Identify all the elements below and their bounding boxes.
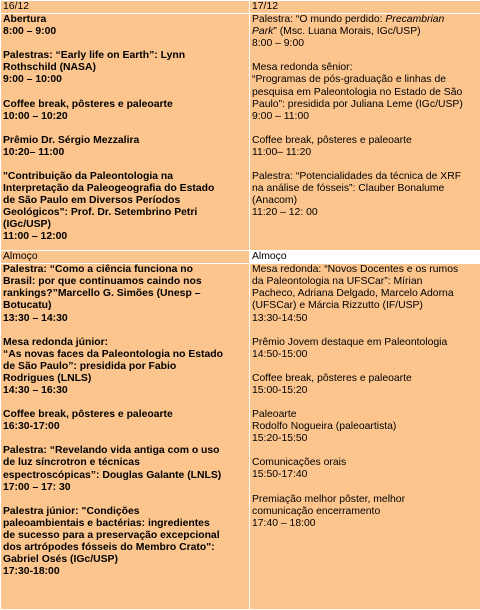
session-time: 14:30 – 16:30 — [3, 385, 68, 397]
session-time: 13:30-14:50 — [252, 312, 308, 324]
day1-header: 16/12 — [1, 1, 250, 14]
session-text: "Contribuição da Paleontologia na — [3, 170, 174, 182]
session-text: Mesa redonda: “Novos Docentes e os rumos — [252, 264, 459, 276]
session-block — [252, 409, 480, 445]
session-text: Mesa redonda júnior: — [3, 336, 109, 348]
session-text: na análise de fósseis”: Clauber Bonalume — [252, 183, 445, 195]
day2-morning-cell — [250, 14, 480, 251]
day2-lunch-cell: Almoço — [250, 251, 480, 264]
session-text: Coffee break, pôsteres e paleoarte — [252, 134, 412, 146]
session-text: Rodolfo Nogueira (paleoartista) — [252, 421, 397, 433]
afternoon-row — [1, 264, 480, 610]
session-block — [3, 14, 247, 38]
lunch-row — [1, 251, 480, 264]
day1-lunch-cell: Almoço — [1, 251, 250, 264]
session-time: 15:00-15:20 — [252, 384, 308, 396]
session-block — [252, 135, 480, 159]
session-block — [252, 62, 480, 122]
session-text: Pacheco, Adriana Delgado, Marcelo Adorna — [252, 288, 454, 300]
session-text: Interpretação da Paleogeografia do Estado — [3, 183, 215, 195]
session-block — [252, 14, 480, 50]
session-text: Botucatu) — [3, 300, 52, 312]
session-block — [252, 171, 480, 219]
session-time: 10:20– 11:00 — [3, 146, 65, 158]
session-text: da Paleontologia na UFSCar”: Mírian — [252, 276, 423, 288]
session-text: de São Paulo”: presidida por Fabio — [3, 360, 177, 372]
session-text-part: Palestra: “O mundo perdido: — [252, 14, 386, 26]
session-text: (Anacom) — [252, 195, 298, 207]
session-text: Palestra: “Potencialidades da técnica de XRF — [252, 171, 462, 183]
session-text: paleoambientais e bactérias: ingredientes — [3, 517, 210, 529]
session-text: de São Paulo em Diversos Períodos — [3, 195, 181, 207]
session-block — [3, 99, 247, 123]
session-block — [252, 494, 480, 530]
session-text: (UFSCar) e Márcia Rizzutto (IF/USP) — [252, 300, 423, 312]
session-time: 16:30-17:00 — [3, 421, 60, 433]
day1-afternoon-cell — [1, 264, 250, 610]
session-text: comunicação encerramento — [252, 505, 381, 517]
session-time: 10:00 – 10:20 — [3, 110, 68, 122]
session-time: 17:30-18:00 — [3, 566, 60, 578]
session-time: 9:00 – 10:00 — [3, 74, 62, 86]
session-block — [3, 337, 247, 397]
session-text: Palestras: “Early life on Earth”: Lynn — [3, 50, 186, 62]
session-text: “Programas de pós-graduação e linhas de — [252, 74, 447, 86]
session-text: Coffee break, pôsteres e paleoarte — [252, 372, 412, 384]
session-text: Brasil: por que continuamos caindo nos — [3, 276, 202, 288]
session-text: Palestra: “Como a ciência funciona no — [3, 264, 193, 276]
session-text: de luz síncrotron e técnicas — [3, 457, 140, 469]
header-row — [1, 1, 480, 14]
session-text-italic: Precambrian — [385, 14, 445, 26]
session-time: 11:00 – 12:00 — [3, 231, 68, 243]
session-time: 14:50-15:00 — [252, 348, 308, 360]
session-text: Palestra júnior: "Condições — [3, 505, 140, 517]
session-text: (IGc/USP) — [3, 219, 51, 231]
session-text: Rothschild (NASA) — [3, 62, 96, 74]
session-text: rankings?”Marcello G. Simões (Unesp – — [3, 288, 201, 300]
session-text: Prêmio Jovem destaque em Paleontologia — [252, 336, 448, 348]
session-text-italic: Park — [252, 26, 274, 38]
session-block — [3, 264, 247, 324]
session-text: “As novas faces da Paleontologia no Estado — [3, 348, 223, 360]
session-text: pesquisa em Paleontologia no Estado de São — [252, 86, 463, 98]
session-time: 13:30 – 14:30 — [3, 312, 68, 324]
session-block — [3, 409, 247, 433]
session-block — [3, 445, 247, 493]
day2-header: 17/12 — [250, 1, 480, 14]
session-text: Prêmio Dr. Sérgio Mezzalira — [3, 134, 140, 146]
session-time: 8:00 – 9:00 — [3, 26, 57, 38]
session-block — [252, 457, 480, 481]
session-block — [252, 373, 480, 397]
session-block — [252, 337, 480, 361]
session-text: Coffee break, pôsteres e paleoarte — [3, 409, 173, 421]
session-text: Paulo”: presidida por Juliana Leme (IGc/USP) — [252, 98, 463, 110]
session-text — [252, 14, 480, 26]
session-text: Paleoarte — [252, 409, 297, 421]
session-block — [3, 135, 247, 159]
session-text: Geológicos": Prof. Dr. Setembrino Petri — [3, 207, 198, 219]
session-text: Premiação melhor pôster, melhor — [252, 493, 406, 505]
session-time: 15:50-17:40 — [252, 469, 308, 481]
session-block — [3, 50, 247, 86]
session-block — [3, 506, 247, 579]
session-time: 11:00– 11:20 — [252, 146, 312, 158]
morning-row — [1, 14, 480, 251]
session-time: 11:20 – 12: 00 — [252, 207, 318, 219]
session-time: 17:00 – 17: 30 — [3, 481, 71, 493]
session-block — [3, 171, 247, 244]
session-time: 8:00 – 9:00 — [252, 38, 304, 50]
session-text: Gabriel Osés (IGc/USP) — [3, 554, 118, 566]
session-text: Mesa redonda sênior: — [252, 62, 353, 74]
session-text: de sucesso para a preservação excepcional — [3, 529, 220, 541]
session-text: Palestra: “Revelando vida antiga com o uso — [3, 445, 220, 457]
session-text — [252, 26, 480, 38]
session-time: 9:00 – 11:00 — [252, 110, 310, 122]
session-text: Rodrigues (LNLS) — [3, 372, 92, 384]
session-text: Comunicações orais — [252, 457, 347, 469]
session-text: dos artrópodes fósseis do Membro Crato": — [3, 541, 215, 553]
session-time: 15:20-15:50 — [252, 433, 308, 445]
day2-afternoon-cell — [250, 264, 480, 610]
session-text-part: ” (Msc. Luana Morais, IGc/USP) — [273, 26, 421, 38]
session-block — [252, 264, 480, 324]
day1-morning-cell — [1, 14, 250, 251]
session-text: Abertura — [3, 14, 47, 26]
session-text: Coffee break, pôsteres e paleoarte — [3, 98, 173, 110]
session-time: 17:40 – 18:00 — [252, 517, 316, 529]
session-text: espectroscópicas”: Douglas Galante (LNLS) — [3, 469, 222, 481]
